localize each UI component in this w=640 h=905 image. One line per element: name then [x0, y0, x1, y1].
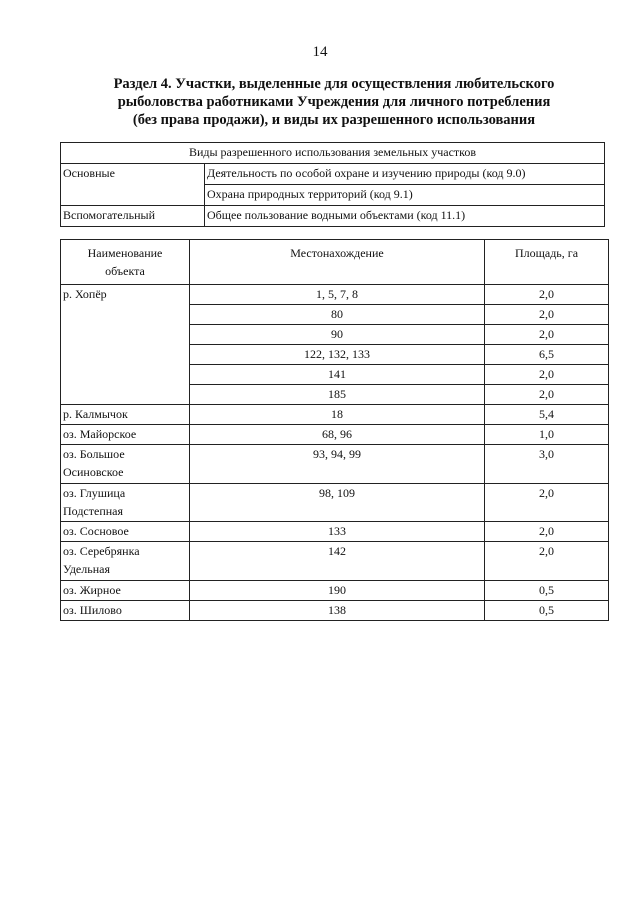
- table-row: [61, 425, 609, 445]
- object-area: 5,4: [485, 405, 609, 425]
- object-area: 2,0: [485, 365, 609, 385]
- object-name-line-1: оз. Глушица: [63, 486, 126, 500]
- object-location: 93, 94, 99: [190, 445, 485, 484]
- object-area: 0,5: [485, 601, 609, 621]
- page-number: 14: [312, 44, 328, 60]
- object-area: 0,5: [485, 581, 609, 601]
- table-row: [61, 581, 609, 601]
- object-area: 2,0: [485, 385, 609, 405]
- header-location: Местонахождение: [190, 240, 485, 285]
- table-row: [61, 405, 609, 425]
- aux-use-row: [61, 206, 605, 227]
- object-name: р. Калмычок: [61, 405, 190, 425]
- use-types-table: [60, 142, 605, 227]
- object-area: 2,0: [485, 522, 609, 542]
- object-location: 133: [190, 522, 485, 542]
- table-row: [61, 484, 609, 522]
- object-location: 142: [190, 542, 485, 581]
- title-line-2: рыболовства работниками Учреждения для личного потребления: [117, 94, 551, 110]
- object-location: 80: [190, 305, 485, 325]
- table-row: [61, 445, 609, 484]
- main-use-item: Охрана природных территорий (код 9.1): [205, 185, 605, 206]
- use-types-header: Виды разрешенного использования земельных участков: [61, 143, 605, 164]
- object-name: оз. Сосновое: [61, 522, 190, 542]
- object-location: 122, 132, 133: [190, 345, 485, 365]
- main-use-label: Основные: [61, 164, 205, 206]
- object-location: 141: [190, 365, 485, 385]
- object-name-line-1: оз. Серебрянка: [63, 544, 140, 558]
- object-area: 2,0: [485, 305, 609, 325]
- object-area: 3,0: [485, 445, 609, 484]
- object-area: 1,0: [485, 425, 609, 445]
- object-location: 18: [190, 405, 485, 425]
- objects-header-row: [61, 240, 609, 285]
- object-location: 1, 5, 7, 8: [190, 285, 485, 305]
- title-line-1: Раздел 4. Участки, выделенные для осуществления любительского: [113, 76, 555, 92]
- object-name-line-2: Удельная: [63, 562, 110, 576]
- object-area: 2,0: [485, 542, 609, 581]
- object-name-line-2: Подстепная: [63, 504, 124, 518]
- object-area: 2,0: [485, 285, 609, 305]
- object-location: 138: [190, 601, 485, 621]
- object-location: 185: [190, 385, 485, 405]
- objects-table: [60, 239, 609, 621]
- object-location: 68, 96: [190, 425, 485, 445]
- section-title: [60, 75, 608, 129]
- object-name: оз. Шилово: [61, 601, 190, 621]
- object-area: 2,0: [485, 325, 609, 345]
- object-name: оз. Майорское: [61, 425, 190, 445]
- aux-use-item: Общее пользование водными объектами (код 11.1): [205, 206, 605, 227]
- object-location: 190: [190, 581, 485, 601]
- main-use-row: [61, 164, 605, 185]
- object-name: [61, 542, 190, 581]
- header-name-line-2: объекта: [105, 264, 145, 278]
- object-location: 90: [190, 325, 485, 345]
- header-name-line-1: Наименование: [87, 246, 163, 260]
- table-row: [61, 542, 609, 581]
- header-name: [61, 240, 190, 285]
- object-name: р. Хопёр: [61, 285, 190, 405]
- object-name-line-1: оз. Большое: [63, 447, 125, 461]
- aux-use-label: Вспомогательный: [61, 206, 205, 227]
- object-name: [61, 445, 190, 484]
- use-types-header-row: [61, 143, 605, 164]
- object-area: 2,0: [485, 484, 609, 522]
- object-name: оз. Жирное: [61, 581, 190, 601]
- header-area: Площадь, га: [485, 240, 609, 285]
- title-line-3: (без права продажи), и виды их разрешенного использования: [132, 112, 536, 128]
- main-use-item: Деятельность по особой охране и изучению природы (код 9.0): [205, 164, 605, 185]
- object-location: 98, 109: [190, 484, 485, 522]
- table-row: [61, 522, 609, 542]
- object-name: [61, 484, 190, 522]
- object-name-line-2: Осиновское: [63, 465, 124, 479]
- table-row: [61, 601, 609, 621]
- table-row: [61, 285, 609, 305]
- object-area: 6,5: [485, 345, 609, 365]
